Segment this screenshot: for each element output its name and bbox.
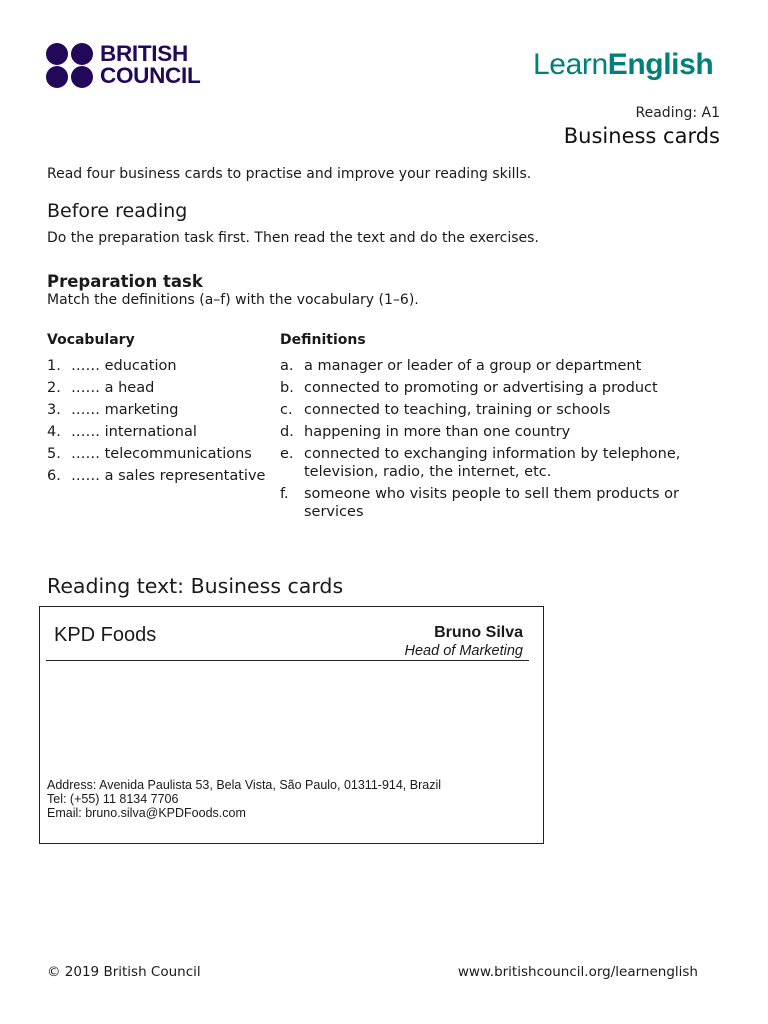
card-tel: Tel: (+55) 11 8134 7706	[47, 792, 179, 806]
definition-item: d. happening in more than one country	[280, 424, 571, 440]
card-divider	[46, 660, 529, 661]
card-name: Bruno Silva	[434, 624, 523, 641]
vocabulary-item: 1. …… education	[47, 358, 177, 374]
card-person	[405, 624, 523, 659]
vocabulary-item: 5. …… telecommunications	[47, 446, 252, 462]
footer-url: www.britishcouncil.org/learnenglish	[457, 964, 698, 980]
business-card	[39, 606, 544, 844]
preparation-task-heading: Preparation task	[47, 272, 203, 291]
definition-item: a. a manager or leader of a group or department	[280, 358, 642, 374]
vocabulary-item: 4. …… international	[47, 424, 197, 440]
before-reading-text: Do the preparation task first. Then read the text and do the exercises.	[47, 230, 539, 246]
british-council-wordmark: BRITISH COUNCIL	[100, 41, 201, 88]
page-title: Business cards	[563, 124, 720, 148]
footer-copyright: © 2019 British Council	[47, 964, 201, 980]
definition-item: f. someone who visits people to sell them products or services	[280, 486, 679, 520]
vocabulary-heading: Vocabulary	[47, 332, 135, 348]
definition-item: e. connected to exchanging information by telephone, television, radio, the internet, etc.	[280, 446, 681, 480]
card-email: Email: bruno.silva@KPDFoods.com	[47, 806, 246, 820]
vocabulary-item: 2. …… a head	[47, 380, 155, 396]
definition-item: c. connected to teaching, training or schools	[280, 402, 611, 418]
british-council-logo	[46, 43, 200, 87]
intro-text: Read four business cards to practise and improve your reading skills.	[47, 166, 532, 182]
before-reading-heading: Before reading	[47, 200, 188, 222]
learnenglish-logo: LearnEnglish	[533, 48, 714, 81]
definition-item: b. connected to promoting or advertising a product	[280, 380, 658, 396]
card-company: KPD Foods	[54, 624, 157, 646]
card-contact-details	[47, 778, 441, 820]
card-address: Address: Avenida Paulista 53, Bela Vista, São Paulo, 01311-914, Brazil	[47, 778, 442, 792]
vocabulary-item: 6. …… a sales representative	[47, 468, 266, 484]
preparation-task-text: Match the definitions (a–f) with the vocabulary (1–6).	[47, 292, 419, 308]
british-council-dots-icon	[46, 43, 94, 87]
level-label: Reading: A1	[635, 105, 720, 121]
vocabulary-item: 3. …… marketing	[47, 402, 179, 418]
definitions-list	[280, 357, 690, 525]
card-role: Head of Marketing	[404, 643, 523, 659]
vocabulary-list	[47, 357, 272, 489]
reading-text-heading: Reading text: Business cards	[47, 574, 344, 598]
definitions-heading: Definitions	[280, 332, 366, 348]
